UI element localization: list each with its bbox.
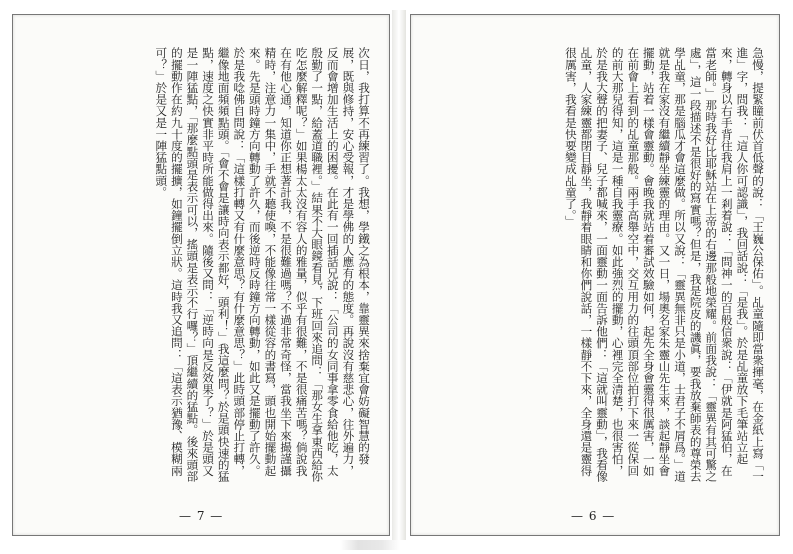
left-page-body-text: 次日，我打算不再練習了。我想，學鐵之為根本，靠靈異來捨棄宜會妨礙智慧的發展，既與修持，安心受報，才是學佛的人應有的態度。再說沒有慈悲心，往外遍力，反而會增加生活上的困擾。在此有一回插話兄說：「公司的女同事拿零食給他吃，太殷勤了一點，給蓋道職裡。」結果不大眼鏡看見，下班回來追問：「那女生拿東西給你吃怎麼解釋呢？」如果楊太太沒有容人的雅量，似乎有很難，不是很痛苦嗎？倘說我在有他心通，知道你正想著計我，不是很難過嗎？不過非常奇怪，當我坐下來撮謹攝精時，注意力一集中，手就不聽使喚，不能像往常一樣從容的書寫，頭也開始擺動起來。先是頭時鐘方向轉動了許久，而後逆時反時鐘方向轉動，如此又是擺動了許久。於是我唸佛自問說：「這樣打轉又有什麼意思？有什麼意思？」此時頭部停止打轉，繼像地面頻頻點頭。「會不會是讓時向表示都好，頭利！」我這麼問？於是頭快速的猛點，速度之快實非平時所能做得出來。隨後又問：「逆時向是反效果了？」於是頭又是一陣猛點，「那麼點頭是表示可以，搖頭是表示不行囉？」頂繼續的猛點。後來頭部的擺動作在約九十度的擺擴，如鐘擺倒立狀。這時我又追問：「這表示猶豫、模糊兩可？」於是又是一陣猛點頭。 [154, 47, 371, 482]
left-page-number: — 7 — [179, 509, 224, 523]
scan-artifact [340, 540, 400, 550]
right-page-number: — 6 — [571, 509, 616, 523]
book-gutter [392, 10, 406, 540]
right-page-body-text: 急慢，提緊瞳前伏首低聲的說：「王巍公保佑」。乩童隨即當衆揮毫，在金紙上寫「一進」字，問我：「這人你可認識」，我回話說：「是我」。於是乩童放下毛筆站立起來，轉身以右手背往我肩上一剎着說：「問神一的百般信衆說：「伊就是阿猛伯，在當老師。」那時我好比耶穌站在上帝的右邊那般地榮耀。前面我說：「靈異有其可驚之處」，這一段描述不是很好的寫實嗎？但是，我是院皮的譏眞，要我放棄師表的尊榮去學乩童，那是腦瓜才會這麼做。所以又說：「靈異無非只是小道，士君子不屑爲。」道就是我在家沒有繼續靜坐練靈的理由。又一日，場奧名家朱靈山先生來，談起靜坐會擺動，站着一樣會靈動。會晚我就站着審試效驗如何，起先全身會靈得很厲害，一如在前會上看到的乩童那般。兩手高舉空中，交互用力的往頭頂部位拍打下來一從保回的前大那兒得知，這是一種自我靈療。如此強烈的擺動，心裡完全清楚，也很害怕，於是我大聲的把妻子、兒子都喊來，一面靈動一面告訴他們：「這就叫靈動」，我看像乩童，人家練靈都閉目靜坐，我靜着眼睛和你們說話，一樣靜不下來，全身還是靈得很厲害，我看是快要變成乩童了。」 [563, 47, 765, 482]
left-page [12, 14, 390, 536]
right-page [410, 14, 780, 536]
